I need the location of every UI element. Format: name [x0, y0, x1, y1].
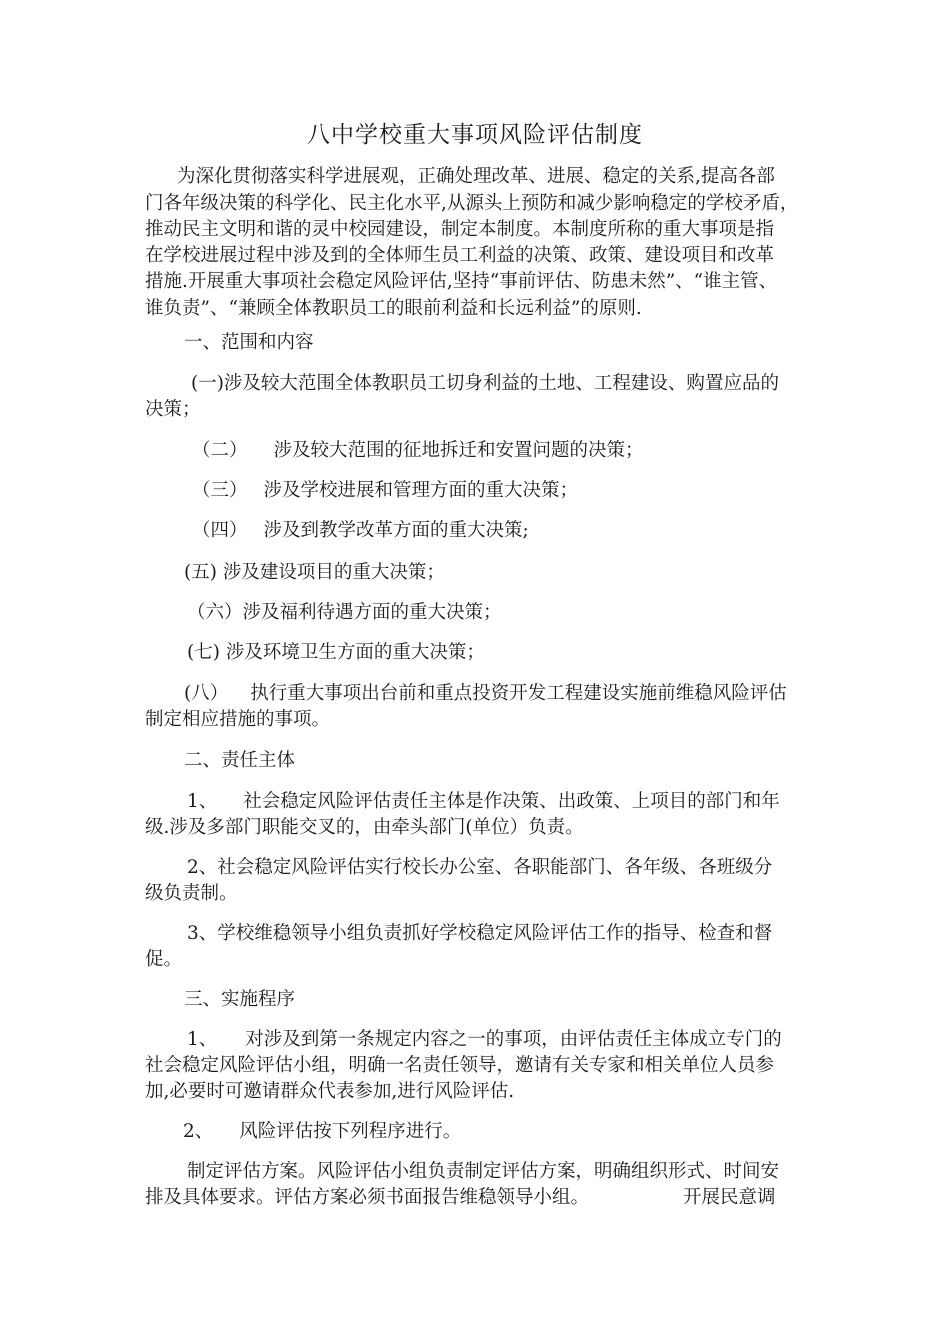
scope-item-8-marker: (八） [184, 683, 229, 704]
scope-item-3-marker: （三） [192, 480, 248, 501]
procedure-item-1-cont-2: 加,必要时可邀请群众代表参加,进行风险评估. [145, 1081, 515, 1102]
responsibility-item-3-cont: 促。 [145, 949, 183, 970]
scope-item-3-text: 涉及学校进展和管理方面的重大决策； [263, 480, 579, 501]
responsibility-item-1-cont: 级.涉及多部门职能交叉的，由牵头部门(单位）负责。 [145, 817, 584, 838]
section-heading-scope: 一、范围和内容 [184, 332, 314, 353]
scope-item-3 [192, 479, 578, 503]
scope-item-2-text: 涉及较大范围的征地拆迁和安置问题的决策； [273, 440, 644, 461]
procedure-item-1-text: 对涉及到第一条规定内容之一的事项，由评估责任主体成立专门的 [245, 1029, 782, 1050]
procedure-item-2-marker: 2、 [183, 1121, 214, 1142]
responsibility-item-2-cont: 级负责制。 [145, 883, 238, 904]
procedure-item-1 [187, 1028, 782, 1052]
procedure-item-2-text: 风险评估按下列程序进行。 [239, 1121, 462, 1142]
intro-line-3: 推动民主文明和谐的灵中校园建设，制定本制度。本制度所称的重大事项是指 [145, 219, 775, 240]
procedure-para-1-tail: 开展民意调 [683, 1187, 776, 1208]
scope-item-4 [192, 519, 529, 543]
procedure-item-2 [183, 1120, 461, 1144]
responsibility-item-1-text: 社会稳定风险评估责任主体是作决策、出政策、上项目的部门和年 [243, 791, 780, 812]
intro-line-4: 在学校进展过程中涉及到的全体师生员工利益的决策、政策、建设项目和改革 [145, 245, 775, 266]
scope-item-4-text: 涉及到教学改革方面的重大决策; [263, 520, 529, 541]
document-title: 八中学校重大事项风险评估制度 [307, 122, 643, 148]
scope-item-8 [184, 682, 787, 706]
scope-item-1: (一)涉及较大范围全体教职员工切身利益的土地、工程建设、购置应品的 [191, 373, 779, 394]
responsibility-item-1-marker: 1、 [187, 791, 218, 812]
scope-item-7: (七) 涉及环境卫生方面的重大决策； [187, 642, 485, 663]
intro-line-1: 为深化贯彻落实科学进展观，正确处理改革、进展、稳定的关系,提高各部 [177, 166, 775, 187]
procedure-item-1-marker: 1、 [187, 1029, 218, 1050]
scope-item-5: (五) 涉及建设项目的重大决策； [184, 562, 445, 583]
responsibility-item-1 [187, 790, 780, 814]
scope-item-6: （六）涉及福利待遇方面的重大决策； [187, 602, 502, 623]
scope-item-2 [192, 439, 644, 463]
procedure-para-1: 制定评估方案。风险评估小组负责制定评估方案，明确组织形式、时间安 [187, 1161, 780, 1182]
procedure-para-1-cont [145, 1186, 776, 1210]
responsibility-item-3: 3、学校维稳领导小组负责抓好学校稳定风险评估工作的指导、检查和督 [187, 923, 773, 944]
responsibility-item-2: 2、社会稳定风险评估实行校长办公室、各职能部门、各年级、各班级分 [187, 857, 773, 878]
section-heading-responsibility: 二、责任主体 [184, 750, 296, 771]
intro-line-2: 门各年级决策的科学化、民主化水平,从源头上预防和减少影响稳定的学校矛盾， [145, 193, 799, 214]
scope-item-2-marker: （二） [192, 440, 248, 461]
procedure-para-1-cont-text: 排及具体要求。评估方案必须书面报告维稳领导小组。 [145, 1187, 590, 1208]
intro-line-5: 措施.开展重大事项社会稳定风险评估,坚持“事前评估、防患未然”、“谁主管、 [145, 271, 778, 292]
scope-item-4-marker: （四） [192, 520, 248, 541]
intro-line-6: 谁负责”、“兼顾全体教职员工的眼前利益和长远利益”的原则. [145, 298, 642, 319]
scope-item-8-cont: 制定相应措施的事项。 [145, 709, 331, 730]
scope-item-8-text: 执行重大事项出台前和重点投资开发工程建设实施前维稳风险评估 [250, 683, 787, 704]
scope-item-1-cont: 决策； [145, 399, 201, 420]
section-heading-procedure: 三、实施程序 [184, 989, 296, 1010]
procedure-item-1-cont-1: 社会稳定风险评估小组，明确一名责任领导，邀请有关专家和相关单位人员参 [145, 1055, 775, 1076]
